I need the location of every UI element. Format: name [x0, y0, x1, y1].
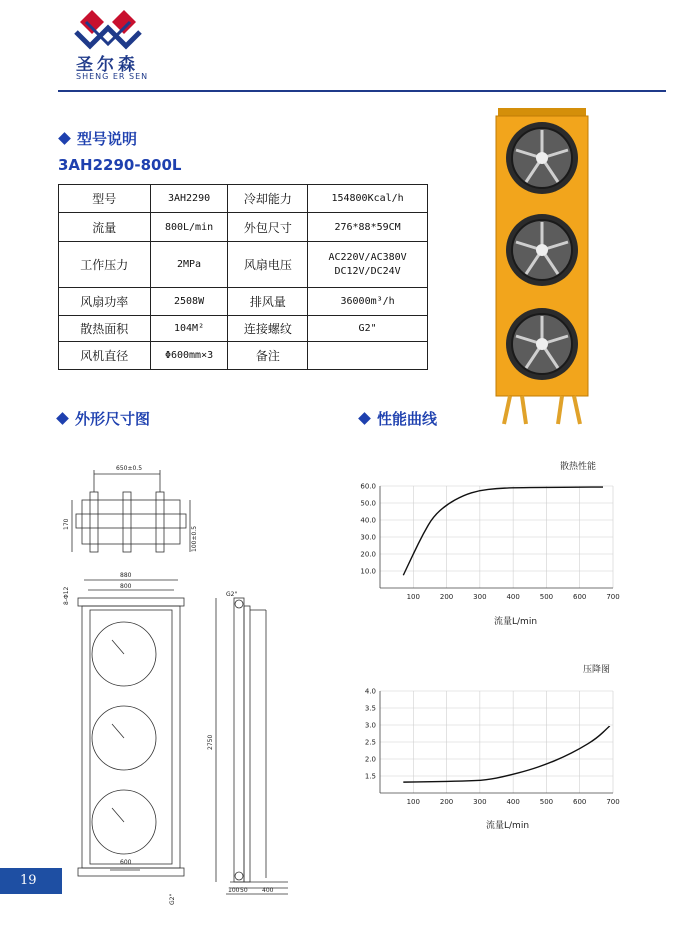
y-tick-label: 10.0 [360, 567, 376, 576]
y-tick-label: 3.0 [364, 721, 376, 730]
section-title-dimension [58, 408, 150, 429]
diamond-icon [58, 132, 71, 145]
x-tick-label: 100 [406, 798, 420, 806]
y-tick-label: 3.5 [364, 704, 376, 713]
chart2-title: 压降图 [583, 665, 611, 675]
section-title-model-text: 型号说明 [77, 130, 138, 148]
spec-row [59, 316, 428, 342]
spec-key: 流量 [59, 213, 151, 242]
spec-key: 风机直径 [59, 342, 151, 370]
dim-label-400: 400 [262, 887, 274, 894]
dim-label-880: 880 [120, 572, 132, 579]
section-title-model [60, 128, 137, 149]
spec-key: 工作压力 [59, 242, 151, 288]
series-line [403, 726, 609, 782]
y-tick-label: 2.5 [364, 738, 376, 747]
x-tick-label: 500 [539, 798, 554, 806]
spec-value: 154800Kcal/h [308, 185, 428, 213]
diamond-icon [358, 412, 371, 425]
spec-key: 风扇功率 [59, 288, 151, 316]
y-tick-label: 4.0 [364, 687, 376, 696]
y-tick-label: 1.5 [364, 772, 376, 781]
fan-icon [506, 308, 578, 380]
chart-grid [380, 486, 613, 588]
spec-key: 排风量 [228, 288, 308, 316]
x-tick-label: 300 [473, 593, 487, 601]
x-tick-label: 600 [573, 798, 587, 806]
logo-icon [72, 6, 144, 50]
chart1-xlabel: 流量L/min [494, 617, 538, 627]
spec-key: 外包尺寸 [228, 213, 308, 242]
section-title-dimension-text: 外形尺寸图 [75, 410, 151, 428]
brand-name-en: SHENG ER SEN [76, 72, 149, 81]
x-tick-label: 400 [506, 593, 520, 601]
logo [72, 6, 144, 50]
diamond-icon [56, 412, 69, 425]
spec-key: 型号 [59, 185, 151, 213]
fan-icon [506, 122, 578, 194]
series-line [403, 487, 603, 575]
x-tick-label: 100 [406, 593, 420, 601]
x-tick-label: 700 [606, 798, 620, 806]
spec-value: 2508W [150, 288, 228, 316]
dim-label-800: 800 [120, 583, 132, 590]
dim-label-side2: 100±0.5 [191, 525, 198, 552]
spec-value: 36000m³/h [308, 288, 428, 316]
y-tick-label: 20.0 [360, 550, 376, 559]
spec-value: G2" [308, 316, 428, 342]
spec-key: 连接螺纹 [228, 316, 308, 342]
spec-row [59, 242, 428, 288]
x-tick-label: 200 [439, 798, 454, 806]
spec-row [59, 213, 428, 242]
spec-value-line: DC12V/DC24V [334, 265, 401, 277]
spec-table [58, 184, 428, 370]
dim-label-2750: 2750 [207, 734, 214, 750]
x-tick-label: 300 [473, 798, 487, 806]
y-tick-label: 2.0 [364, 755, 376, 764]
page-number-text: 19 [20, 873, 37, 888]
pressure-drop-chart [340, 683, 630, 813]
fan-icon [506, 214, 578, 286]
chart1-title: 散热性能 [560, 462, 597, 472]
spec-value: Φ600mm×3 [150, 342, 228, 370]
dim-label-50: 50 [240, 887, 248, 894]
spec-value: 276*88*59CM [308, 213, 428, 242]
spec-key: 冷却能力 [228, 185, 308, 213]
x-tick-label: 200 [439, 593, 454, 601]
y-tick-label: 60.0 [360, 482, 376, 491]
dimension-drawing [56, 460, 301, 910]
spec-value-line: AC220V/AC380V [328, 251, 407, 263]
spec-value: 3AH2290 [150, 185, 228, 213]
section-title-performance-text: 性能曲线 [377, 410, 438, 428]
product-photo [492, 108, 592, 426]
header-divider [58, 90, 666, 92]
spec-row [59, 288, 428, 316]
dim-label-side: 170 [63, 518, 70, 530]
spec-value [308, 342, 428, 370]
dim-label-100: 100 [228, 887, 240, 894]
dim-label-port: G2" [169, 893, 176, 905]
dim-label-650: 650±0.5 [116, 465, 143, 472]
dim-label-port-top: G2" [226, 591, 238, 598]
x-tick-label: 500 [539, 593, 554, 601]
y-tick-label: 30.0 [360, 533, 376, 542]
x-tick-label: 400 [506, 798, 520, 806]
model-code: 3AH2290-800L [58, 156, 182, 174]
y-tick-label: 40.0 [360, 516, 376, 525]
brand-name-cn: 圣尔森 [76, 55, 139, 75]
spec-value: 104M² [150, 316, 228, 342]
section-title-performance [360, 408, 437, 429]
spec-key: 备注 [228, 342, 308, 370]
spec-key: 散热面积 [59, 316, 151, 342]
y-tick-label: 50.0 [360, 499, 376, 508]
dim-label-600: 600 [120, 859, 132, 866]
spec-row [59, 342, 428, 370]
dim-label-holes: 8-Φ12 [63, 586, 70, 605]
heat-performance-chart [340, 478, 630, 608]
spec-value [308, 242, 428, 288]
cooler-image [492, 108, 592, 426]
spec-value: 800L/min [150, 213, 228, 242]
spec-row [59, 185, 428, 213]
x-tick-label: 700 [606, 593, 620, 601]
spec-value: 2MPa [150, 242, 228, 288]
page-number [0, 868, 62, 894]
spec-key: 风扇电压 [228, 242, 308, 288]
chart2-xlabel: 流量L/min [486, 821, 530, 831]
x-tick-label: 600 [573, 593, 587, 601]
